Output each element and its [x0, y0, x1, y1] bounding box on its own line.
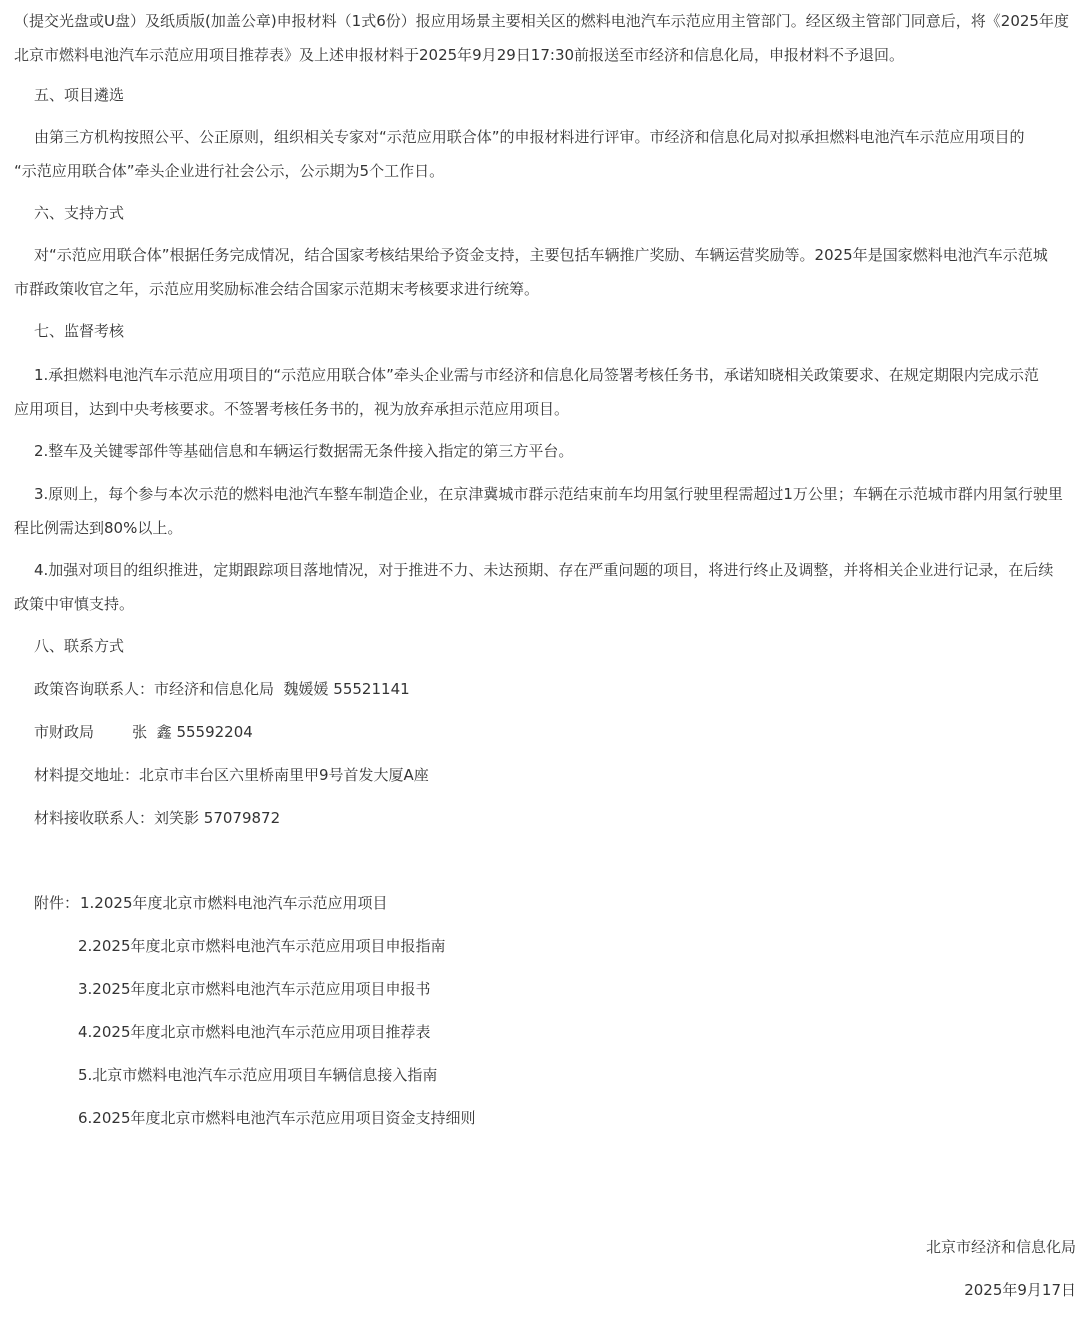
issuer-signature: 北京市经济和信息化局: [925, 1238, 1076, 1256]
text-line: 由第三方机构按照公平、公正原则，组织相关专家对“示范应用联合体”的申报材料进行评审。市经济和信息化局对拟承担燃料电池汽车示范应用项目的: [34, 128, 1025, 146]
text-line: 政策中审慎支持。: [14, 595, 135, 613]
attachments-label: 附件：: [34, 894, 80, 912]
section-heading-selection: 五、项目遴选: [34, 86, 125, 104]
supervision-item-4: [14, 553, 1054, 621]
contact-finance: 市财政局 张 鑫 55592204: [34, 723, 253, 741]
attachment-item: 2.2025年度北京市燃料电池汽车示范应用项目申报指南: [78, 937, 446, 955]
contact-receiver: 材料接收联系人：刘笑影 57079872: [34, 809, 281, 827]
text-line: （提交光盘或U盘）及纸质版(加盖公章)申报材料（1式6份）报应用场景主要相关区的燃料电池汽车示范应用主管部门。经区级主管部门同意后，将《2025年度: [14, 12, 1069, 30]
contact-address: 材料提交地址：北京市丰台区六里桥南里甲9号首发大厦A座: [34, 766, 429, 784]
text-line: 2.整车及关键零部件等基础信息和车辆运行数据需无条件接入指定的第三方平台。: [34, 442, 574, 460]
attachment-item: 3.2025年度北京市燃料电池汽车示范应用项目申报书: [78, 980, 431, 998]
text-line: “示范应用联合体”牵头企业进行社会公示，公示期为5个工作日。: [14, 162, 445, 180]
supervision-item-3: [14, 477, 1063, 545]
contact-policy: 政策咨询联系人：市经济和信息化局 魏媛媛 55521141: [34, 680, 410, 698]
section-heading-support: 六、支持方式: [34, 204, 125, 222]
attachment-item: 5.北京市燃料电池汽车示范应用项目车辆信息接入指南: [78, 1066, 438, 1084]
text-line: 对“示范应用联合体”根据任务完成情况，结合国家考核结果给予资金支持，主要包括车辆推广奖励、车辆运营奖励等。2025年是国家燃料电池汽车示范城: [34, 246, 1048, 264]
section-heading-contact: 八、联系方式: [34, 637, 125, 655]
section-paragraph-support: [14, 238, 1076, 306]
text-line: 程比例需达到80%以上。: [14, 519, 183, 537]
text-line: 应用项目，达到中央考核要求。不签署考核任务书的，视为放弃承担示范应用项目。: [14, 400, 570, 418]
text-line: 3.原则上，每个参与本次示范的燃料电池汽车整车制造企业，在京津冀城市群示范结束前车均用氢行驶里程需超过1万公里；车辆在示范城市群内用氢行驶里: [34, 485, 1063, 503]
supervision-item-2: [34, 434, 573, 468]
issue-date: 2025年9月17日: [964, 1281, 1076, 1299]
section-paragraph-selection: [14, 120, 1076, 188]
text-line: 4.加强对项目的组织推进，定期跟踪项目落地情况，对于推进不力、未达预期、存在严重问题的项目，将进行终止及调整，并将相关企业进行记录，在后续: [34, 561, 1054, 579]
attachment-item: 4.2025年度北京市燃料电池汽车示范应用项目推荐表: [78, 1023, 431, 1041]
attachment-item: 1.2025年度北京市燃料电池汽车示范应用项目: [80, 894, 388, 912]
text-line: 市群政策收官之年，示范应用奖励标准会结合国家示范期末考核要求进行统筹。: [14, 280, 540, 298]
intro-paragraph: [14, 4, 1076, 72]
text-line: 1.承担燃料电池汽车示范应用项目的“示范应用联合体”牵头企业需与市经济和信息化局签署考核任务书，承诺知晓相关政策要求、在规定期限内完成示范: [34, 366, 1039, 384]
section-heading-supervision: 七、监督考核: [34, 322, 125, 340]
attachment-item: 6.2025年度北京市燃料电池汽车示范应用项目资金支持细则: [78, 1109, 476, 1127]
supervision-item-1: [14, 358, 1039, 426]
text-line: 北京市燃料电池汽车示范应用项目推荐表》及上述申报材料于2025年9月29日17:30前报送至市经济和信息化局，申报材料不予退回。: [14, 46, 905, 64]
